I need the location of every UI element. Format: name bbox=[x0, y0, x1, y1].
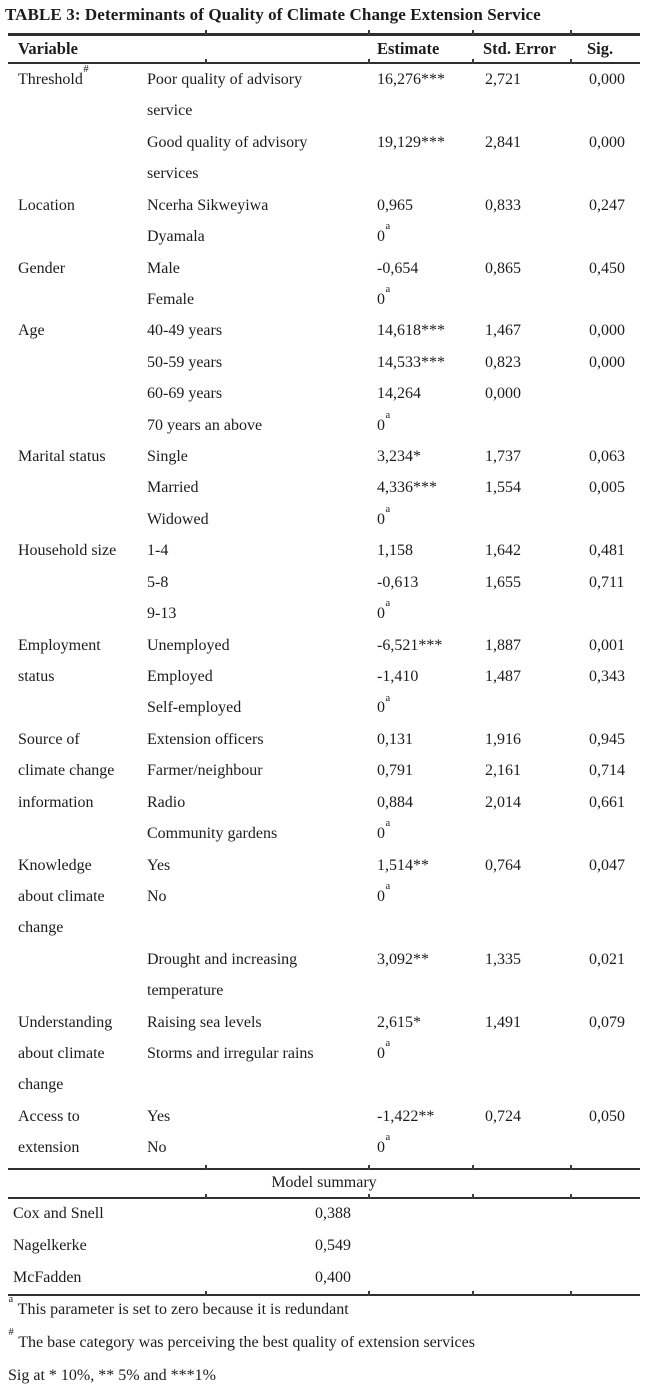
rule-tick bbox=[472, 1165, 474, 1170]
model-summary-label: Nagelkerke bbox=[13, 1237, 87, 1254]
table-row bbox=[0, 918, 656, 938]
table-row bbox=[0, 384, 656, 404]
sig-cell: 0,063 bbox=[589, 448, 625, 466]
table-row bbox=[0, 353, 656, 373]
rule-tick bbox=[205, 1194, 207, 1199]
sig-cell: 0,005 bbox=[589, 479, 625, 497]
sig-cell: 0,000 bbox=[589, 322, 625, 340]
sig-cell: 0,000 bbox=[589, 133, 625, 151]
std-error-cell: 1,737 bbox=[485, 448, 521, 466]
std-error-cell: 1,554 bbox=[485, 479, 521, 497]
model-summary-row bbox=[0, 1236, 656, 1256]
category-cell: Yes bbox=[147, 1107, 171, 1125]
variable-cell: Knowledge bbox=[18, 856, 92, 874]
variable-cell: Access to bbox=[18, 1107, 80, 1125]
estimate-cell: 0,884 bbox=[377, 793, 413, 811]
category-cell: Storms and irregular rains bbox=[147, 1045, 314, 1063]
table-row bbox=[0, 692, 656, 718]
category-cell: Employed bbox=[147, 667, 213, 685]
category-cell: 60-69 years bbox=[147, 385, 223, 403]
estimate-cell: 0$^a$ bbox=[377, 818, 391, 843]
table-row bbox=[0, 541, 656, 561]
table-row bbox=[0, 793, 656, 813]
std-error-cell: 1,467 bbox=[485, 322, 521, 340]
table-row bbox=[0, 321, 656, 341]
model-summary-value: 0,549 bbox=[315, 1237, 351, 1254]
rule-below-model-summary-heading bbox=[8, 1197, 640, 1199]
category-cell: services bbox=[147, 165, 199, 183]
table-row bbox=[0, 598, 656, 624]
variable-cell: change bbox=[18, 919, 64, 937]
category-cell: Radio bbox=[147, 793, 186, 811]
category-cell: Yes bbox=[147, 856, 171, 874]
rule-bottom bbox=[8, 1294, 640, 1296]
sig-cell: 0,661 bbox=[589, 793, 625, 811]
estimate-cell: 0,131 bbox=[377, 730, 413, 748]
rule-tick bbox=[570, 1194, 572, 1199]
model-summary-label: Cox and Snell bbox=[13, 1205, 104, 1222]
table-row bbox=[0, 101, 656, 121]
estimate-cell: -1,422** bbox=[377, 1107, 435, 1125]
rule-tick bbox=[205, 30, 207, 35]
sig-cell: 0,050 bbox=[589, 1107, 625, 1125]
variable-cell: change bbox=[18, 1076, 64, 1094]
table-row bbox=[0, 950, 656, 970]
rule-tick bbox=[570, 59, 572, 64]
table-row bbox=[0, 478, 656, 498]
sig-cell: 0,945 bbox=[589, 730, 625, 748]
sig-cell: 0,001 bbox=[589, 636, 625, 654]
estimate-cell: 0$^a$ bbox=[377, 692, 391, 717]
sig-cell: 0,343 bbox=[589, 667, 625, 685]
std-error-cell: 0,724 bbox=[485, 1107, 521, 1125]
model-summary-heading: Model summary bbox=[271, 1174, 377, 1191]
category-cell: Widowed bbox=[147, 510, 209, 528]
table-header-row bbox=[0, 39, 656, 59]
sig-cell: 0,000 bbox=[589, 353, 625, 371]
std-error-cell: 1,642 bbox=[485, 542, 521, 560]
category-cell: Good quality of advisory bbox=[147, 133, 308, 151]
estimate-cell: -1,410 bbox=[377, 667, 419, 685]
model-summary-row bbox=[0, 1268, 656, 1288]
variable-cell: status bbox=[18, 667, 55, 685]
sig-cell: 0,450 bbox=[589, 259, 625, 277]
table-row bbox=[0, 1038, 656, 1064]
category-cell: 5-8 bbox=[147, 573, 169, 591]
rule-tick bbox=[368, 1194, 370, 1199]
category-cell: Single bbox=[147, 448, 188, 466]
category-cell: 50-59 years bbox=[147, 353, 223, 371]
rule-tick bbox=[570, 30, 572, 35]
table-row bbox=[0, 1013, 656, 1033]
estimate-cell: 0$^a$ bbox=[377, 504, 391, 528]
table-row bbox=[0, 504, 656, 530]
category-cell: Raising sea levels bbox=[147, 1013, 262, 1031]
category-cell: Self-employed bbox=[147, 699, 242, 717]
estimate-cell: 0,791 bbox=[377, 762, 413, 780]
table-row bbox=[0, 64, 656, 90]
std-error-cell: 0,000 bbox=[485, 385, 521, 403]
table-row bbox=[0, 856, 656, 876]
table-row bbox=[0, 196, 656, 216]
model-summary-value: 0,400 bbox=[315, 1269, 351, 1286]
table-row bbox=[0, 881, 656, 907]
estimate-cell: 14,533*** bbox=[377, 353, 445, 371]
rule-tick bbox=[205, 1291, 207, 1296]
table-row bbox=[0, 133, 656, 153]
model-summary-row bbox=[0, 1204, 656, 1224]
variable-cell: information bbox=[18, 793, 94, 811]
rule-tick bbox=[368, 59, 370, 64]
estimate-cell: 0$^a$ bbox=[377, 598, 391, 623]
estimate-cell: 14,618*** bbox=[377, 322, 445, 340]
sig-cell: 0,714 bbox=[589, 762, 625, 780]
estimate-cell: 3,092** bbox=[377, 950, 429, 968]
estimate-cell: -6,521*** bbox=[377, 636, 443, 654]
sig-cell: 0,021 bbox=[589, 950, 625, 968]
table-row bbox=[0, 409, 656, 436]
sig-cell: 0,079 bbox=[589, 1013, 625, 1031]
std-error-cell: 2,721 bbox=[485, 71, 521, 88]
rule-above-model-summary bbox=[8, 1168, 640, 1170]
estimate-cell: 16,276*** bbox=[377, 71, 445, 88]
rule-tick bbox=[570, 1165, 572, 1170]
table-row bbox=[0, 164, 656, 184]
std-error-cell: 0,764 bbox=[485, 856, 521, 874]
category-cell: temperature bbox=[147, 982, 224, 1000]
variable-cell: climate change bbox=[18, 762, 115, 780]
category-cell: Farmer/neighbour bbox=[147, 762, 263, 780]
estimate-cell: 19,129*** bbox=[377, 133, 445, 151]
std-error-cell: 1,655 bbox=[485, 573, 521, 591]
category-cell: Unemployed bbox=[147, 636, 230, 654]
estimate-cell: 0$^a$ bbox=[377, 1038, 391, 1063]
std-error-cell: 0,823 bbox=[485, 353, 521, 371]
rule-tick bbox=[205, 1165, 207, 1170]
estimate-cell: 0$^a$ bbox=[377, 881, 391, 905]
rule-tick bbox=[472, 1291, 474, 1296]
category-cell: Female bbox=[147, 290, 195, 308]
table-row bbox=[0, 1107, 656, 1127]
category-cell: No bbox=[147, 1139, 167, 1157]
estimate-cell: 2,615* bbox=[377, 1013, 421, 1031]
variable-cell: Age bbox=[18, 322, 45, 340]
variable-cell: Gender bbox=[18, 259, 66, 277]
category-cell: Dyamala bbox=[147, 228, 205, 246]
category-cell: No bbox=[147, 887, 167, 905]
category-cell: Community gardens bbox=[147, 825, 278, 843]
table-row bbox=[0, 730, 656, 750]
col-header-estimate: Estimate bbox=[377, 39, 440, 58]
estimate-cell: 3,234* bbox=[377, 448, 421, 466]
table-row bbox=[0, 259, 656, 279]
category-cell: Drought and increasing bbox=[147, 950, 298, 968]
sig-cell: 0,247 bbox=[589, 196, 625, 214]
col-header-sig: Sig. bbox=[587, 39, 614, 58]
table-row bbox=[0, 573, 656, 593]
footnote: $^a$This parameter is set to zero because it is redundant bbox=[8, 1294, 349, 1318]
category-cell: service bbox=[147, 102, 193, 120]
rule-tick bbox=[368, 1165, 370, 1170]
table-row bbox=[0, 981, 656, 1001]
estimate-cell: 1,514** bbox=[377, 856, 429, 874]
estimate-cell: 0$^a$ bbox=[377, 1132, 391, 1157]
rule-tick bbox=[205, 59, 207, 64]
std-error-cell: 0,833 bbox=[485, 196, 521, 214]
estimate-cell: -0,613 bbox=[377, 573, 419, 591]
estimate-cell: 4,336*** bbox=[377, 479, 437, 497]
rule-tick bbox=[368, 1291, 370, 1296]
rule-below-header bbox=[8, 62, 640, 64]
rule-tick bbox=[472, 59, 474, 64]
std-error-cell: 2,161 bbox=[485, 762, 521, 780]
std-error-cell: 2,841 bbox=[485, 133, 521, 151]
estimate-cell: 0$^a$ bbox=[377, 409, 391, 434]
std-error-cell: 1,916 bbox=[485, 730, 521, 748]
estimate-cell: -0,654 bbox=[377, 259, 419, 277]
table-row bbox=[0, 667, 656, 687]
footnote: Sig at * 10%, ** 5% and ***1% bbox=[8, 1367, 216, 1384]
table-row bbox=[0, 1075, 656, 1095]
estimate-cell: 1,158 bbox=[377, 542, 413, 560]
estimate-cell: 14,264 bbox=[377, 385, 421, 403]
estimate-cell: 0$^a$ bbox=[377, 284, 391, 308]
category-cell: 40-49 years bbox=[147, 322, 223, 340]
table-row bbox=[0, 284, 656, 310]
category-cell: Poor quality of advisory bbox=[147, 71, 303, 88]
estimate-cell: 0$^a$ bbox=[377, 221, 391, 246]
category-cell: 1-4 bbox=[147, 542, 169, 560]
category-cell: Married bbox=[147, 479, 199, 497]
variable-cell: Employment bbox=[18, 636, 101, 654]
rule-top bbox=[8, 33, 640, 36]
sig-cell: 0,000 bbox=[589, 71, 625, 88]
std-error-cell: 2,014 bbox=[485, 793, 521, 811]
col-header-variable: Variable bbox=[18, 39, 78, 58]
sig-cell: 0,047 bbox=[589, 856, 625, 874]
category-cell: 70 years an above bbox=[147, 416, 263, 434]
table-row bbox=[0, 447, 656, 467]
category-cell: Male bbox=[147, 259, 180, 277]
rule-tick bbox=[472, 1194, 474, 1199]
footnote: #The base category was perceiving the best quality of extension services bbox=[8, 1327, 475, 1351]
variable-cell: Threshold# bbox=[18, 64, 89, 88]
table-row bbox=[0, 818, 656, 844]
model-summary-value: 0,388 bbox=[315, 1205, 351, 1222]
variable-cell: Marital status bbox=[18, 448, 106, 466]
variable-cell: Source of bbox=[18, 730, 80, 748]
category-cell: Ncerha Sikweyiwa bbox=[147, 196, 269, 214]
sig-cell: 0,481 bbox=[589, 542, 625, 560]
rule-tick bbox=[570, 1291, 572, 1296]
table-title: TABLE 3: Determinants of Quality of Climate Change Extension Service bbox=[5, 5, 541, 24]
std-error-cell: 1,491 bbox=[485, 1013, 521, 1031]
std-error-cell: 1,335 bbox=[485, 950, 521, 968]
table-row bbox=[0, 1132, 656, 1158]
table-row bbox=[0, 221, 656, 247]
std-error-cell: 1,487 bbox=[485, 667, 521, 685]
rule-tick bbox=[472, 30, 474, 35]
variable-cell: Household size bbox=[18, 542, 117, 560]
variable-cell: Understanding bbox=[18, 1013, 113, 1031]
std-error-cell: 0,865 bbox=[485, 259, 521, 277]
variable-cell: extension bbox=[18, 1139, 80, 1157]
category-cell: Extension officers bbox=[147, 730, 264, 748]
sig-cell: 0,711 bbox=[589, 573, 625, 591]
col-header-std-error: Std. Error bbox=[483, 39, 557, 58]
variable-cell: about climate bbox=[18, 1045, 105, 1063]
table-row bbox=[0, 636, 656, 656]
table-row bbox=[0, 761, 656, 781]
estimate-cell: 0,965 bbox=[377, 196, 413, 214]
variable-cell: about climate bbox=[18, 887, 105, 905]
variable-cell: Location bbox=[18, 196, 75, 214]
category-cell: 9-13 bbox=[147, 605, 177, 623]
std-error-cell: 1,887 bbox=[485, 636, 521, 654]
rule-tick bbox=[368, 30, 370, 35]
model-summary-label: McFadden bbox=[13, 1269, 82, 1286]
